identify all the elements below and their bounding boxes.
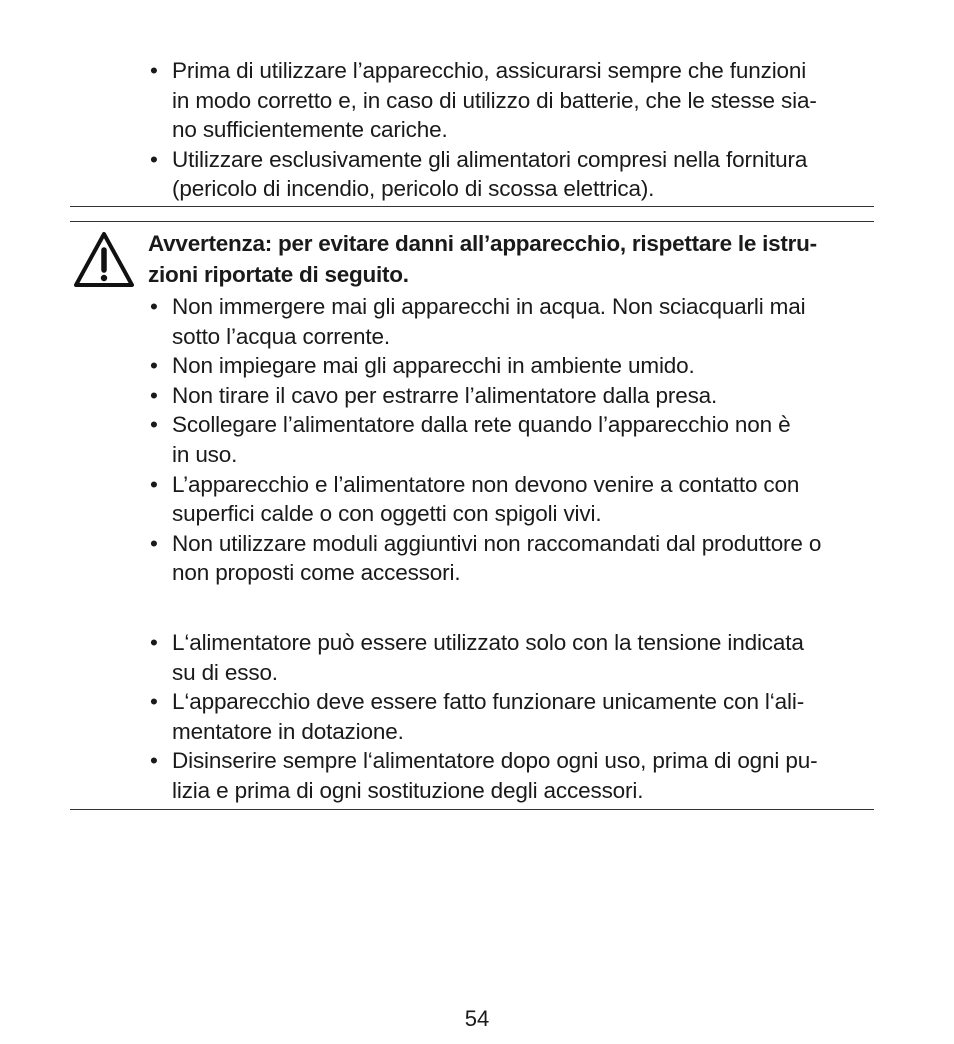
warning-bullet-item-line: superfici calde o con oggetti con spigoli vivi. bbox=[172, 501, 602, 527]
warning-bullet-item-line: non proposti come accessori. bbox=[172, 560, 461, 586]
intro-bullet-item bbox=[148, 145, 878, 204]
warning-bullet-item-line: Non tirare il cavo per estrarre l’alimentatore dalla presa. bbox=[172, 382, 718, 408]
bullet-icon: • bbox=[150, 630, 158, 655]
bullet-icon: • bbox=[150, 748, 158, 774]
page-number: 54 bbox=[464, 1006, 490, 1031]
bullet-icon: • bbox=[150, 382, 158, 408]
intro-bullet-item bbox=[148, 56, 878, 145]
power-bullet-item bbox=[148, 746, 878, 805]
warning-bullet-item bbox=[148, 381, 878, 411]
warning-bullet-item-line: Scollegare l’alimentatore dalla rete quando l’apparecchio non è bbox=[172, 412, 791, 438]
bullet-icon: • bbox=[150, 353, 158, 379]
warning-bullet-item-line: Non impiegare mai gli apparecchi in ambiente umido. bbox=[172, 353, 695, 379]
power-bullet-item bbox=[148, 628, 878, 687]
power-bullet-item-line: su di esso. bbox=[172, 659, 278, 685]
warning-heading-line: Avvertenza: per evitare danni all’apparecchio, rispettare le istru- bbox=[148, 231, 817, 256]
warning-heading-line: zioni riportate di seguito. bbox=[148, 262, 409, 287]
warning-bullet-item-line: in uso. bbox=[172, 441, 238, 467]
power-bullet-item-line: Disinserire sempre l‘alimentatore dopo ogni uso, prima di ogni pu- bbox=[172, 748, 818, 774]
power-supply-bullet-list bbox=[148, 628, 878, 806]
intro-bullet-item-line: Utilizzare esclusivamente gli alimentatori compresi nella fornitura bbox=[172, 146, 808, 172]
warning-bullet-item bbox=[148, 470, 878, 529]
power-bullet-item-line: lizia e prima di ogni sostituzione degli accessori. bbox=[172, 777, 644, 803]
intro-bullet-item-line: (pericolo di incendio, pericolo di scossa elettrica). bbox=[172, 176, 655, 202]
intro-bullet-item-line: in modo corretto e, in caso di utilizzo di batterie, che le stesse sia- bbox=[172, 87, 817, 113]
warning-bullet-item-line: sotto l’acqua corrente. bbox=[172, 323, 390, 349]
warning-bullet-item bbox=[148, 292, 878, 351]
warning-bullet-item bbox=[148, 410, 878, 469]
intro-bullet-item-line: no sufficientemente cariche. bbox=[172, 117, 448, 143]
power-bullet-item bbox=[148, 687, 878, 746]
bullet-icon: • bbox=[150, 412, 158, 438]
intro-bullet-item-line: Prima di utilizzare l’apparecchio, assicurarsi sempre che funzioni bbox=[172, 58, 807, 83]
intro-bullet-list bbox=[148, 56, 878, 204]
bullet-icon: • bbox=[150, 58, 158, 83]
power-bullet-item-line: mentatore in dotazione. bbox=[172, 718, 404, 744]
warning-bullet-list bbox=[148, 292, 878, 588]
section-divider-top bbox=[70, 206, 874, 207]
bullet-icon: • bbox=[150, 294, 158, 319]
bullet-icon: • bbox=[150, 530, 158, 556]
warning-bullet-item bbox=[148, 351, 878, 381]
power-bullet-item-line: L‘apparecchio deve essere fatto funzionare unicamente con l‘ali- bbox=[172, 689, 805, 715]
warning-triangle-icon bbox=[72, 229, 136, 289]
warning-heading bbox=[148, 228, 878, 290]
warning-bullet-item-line: L’apparecchio e l’alimentatore non devono venire a contatto con bbox=[172, 471, 800, 497]
section-divider-bottom bbox=[70, 809, 874, 810]
bullet-icon: • bbox=[150, 471, 158, 497]
bullet-icon: • bbox=[150, 146, 158, 172]
bullet-icon: • bbox=[150, 689, 158, 715]
power-bullet-item-line: L‘alimentatore può essere utilizzato solo con la tensione indicata bbox=[172, 630, 804, 655]
section-divider-top-double bbox=[70, 221, 874, 222]
warning-bullet-item-line: Non immergere mai gli apparecchi in acqua. Non sciacquarli mai bbox=[172, 294, 806, 319]
warning-bullet-item-line: Non utilizzare moduli aggiuntivi non raccomandati dal produttore o bbox=[172, 530, 822, 556]
warning-bullet-item bbox=[148, 529, 878, 588]
